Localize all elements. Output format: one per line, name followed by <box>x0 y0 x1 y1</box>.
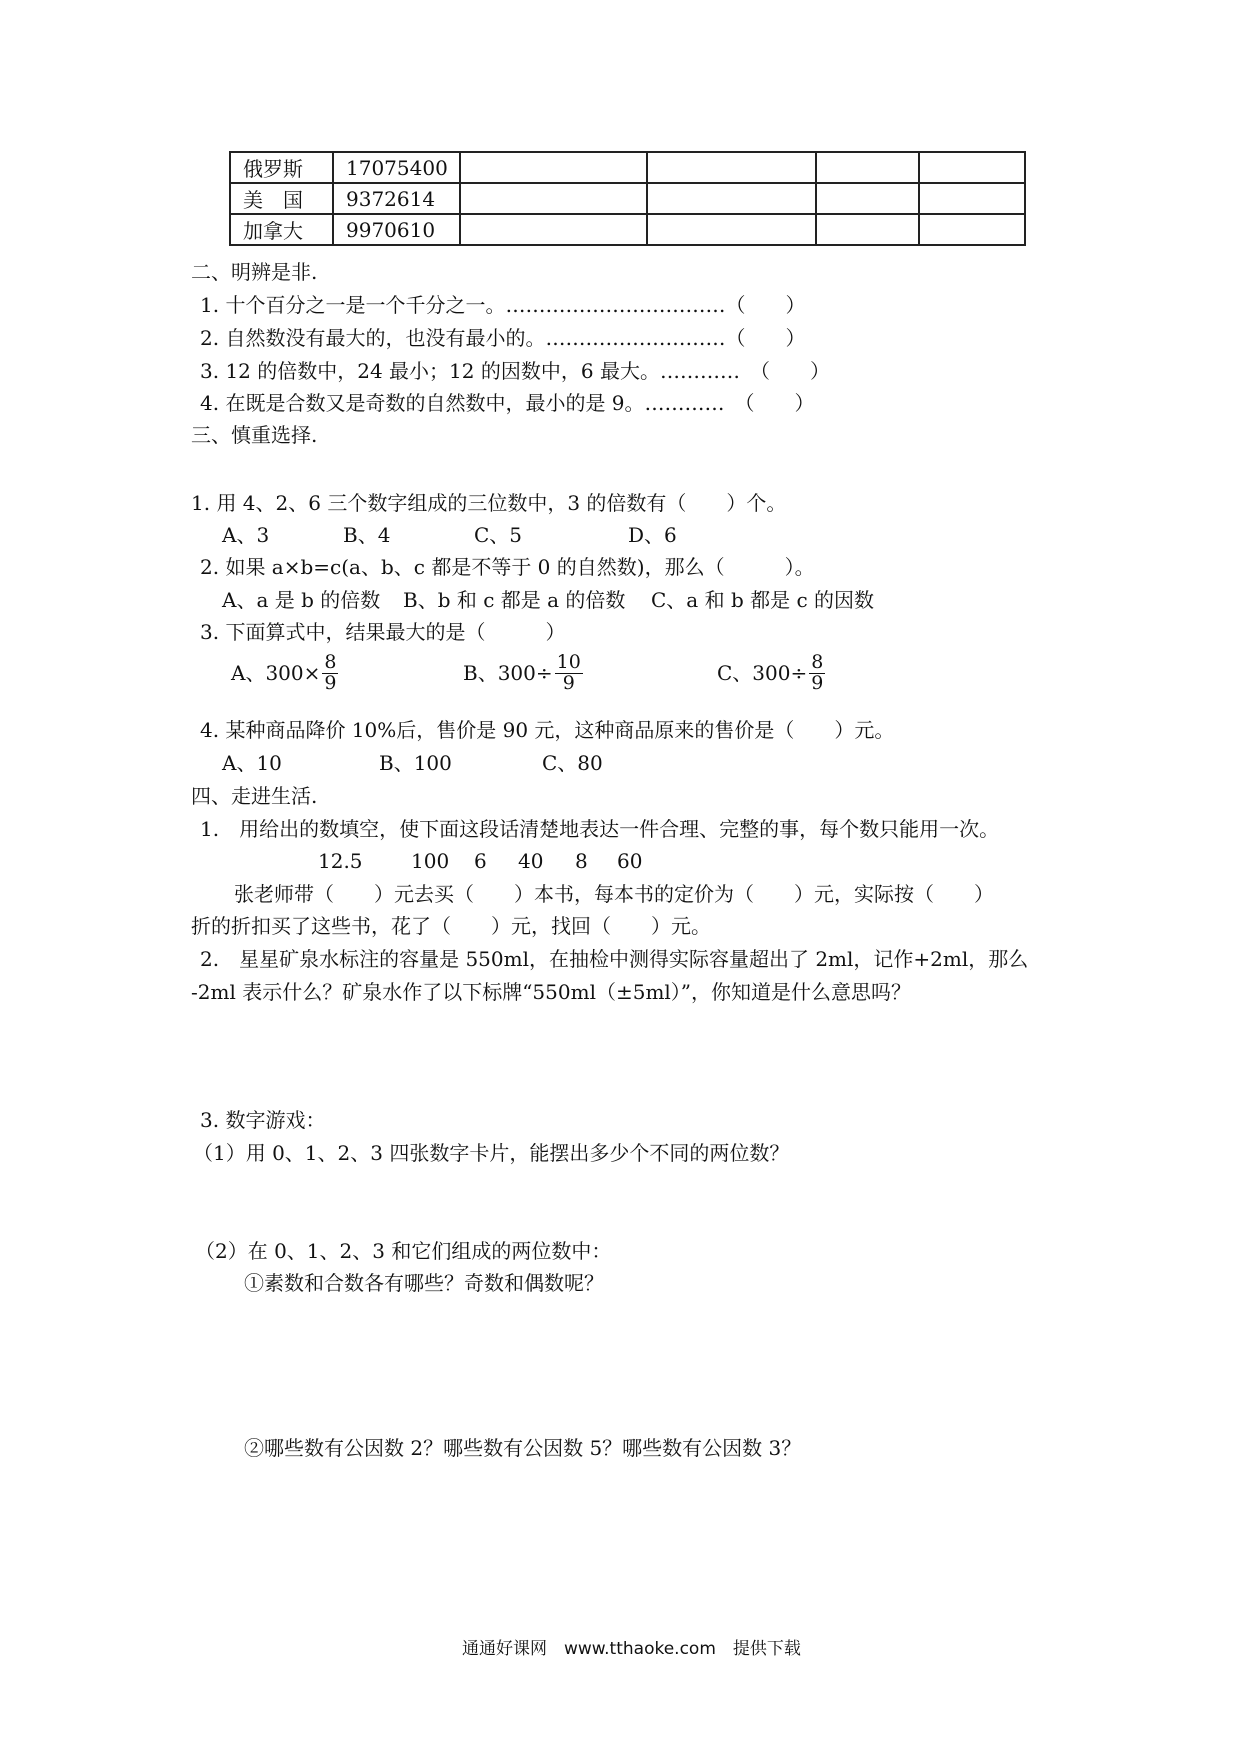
choice-question-1: 1. 用 4、2、6 三个数字组成的三位数中，3 的倍数有（ ）个。 <box>191 491 787 515</box>
q2-option-a: A、a 是 b 的倍数 <box>222 588 381 612</box>
fill-blank-line-2: 折的折扣买了这些书，花了（ ）元，找回（ ）元。 <box>191 914 711 938</box>
q3-option-b-label: B、300÷ <box>463 661 553 686</box>
table-row <box>230 183 1025 214</box>
given-number: 6 <box>474 849 487 873</box>
q4-option-a: A、10 <box>222 751 282 775</box>
number-game-q2-part2: ②哪些数有公因数 2？哪些数有公因数 5？哪些数有公因数 3？ <box>244 1436 802 1460</box>
given-number: 12.5 <box>318 849 363 873</box>
judge-item-4: 4. 在既是合数又是奇数的自然数中，最小的是 9。………… （ ） <box>200 391 815 415</box>
given-number: 60 <box>617 849 643 873</box>
section4-title: 四、走进生活. <box>191 784 318 808</box>
judge-item-2: 2. 自然数没有最大的，也没有最小的。………………………（ ） <box>200 326 806 350</box>
q2-option-c: C、a 和 b 都是 c 的因数 <box>651 588 875 612</box>
choice-question-4: 4. 某种商品降价 10%后，售价是 90 元，这种商品原来的售价是（ ）元。 <box>200 718 895 742</box>
q2-option-b: B、b 和 c 都是 a 的倍数 <box>403 588 626 612</box>
number-game-q1: （1）用 0、1、2、3 四张数字卡片，能摆出多少个不同的两位数？ <box>193 1141 790 1165</box>
life-question-2-line-1: 2. 星星矿泉水标注的容量是 550ml，在抽检中测得实际容量超出了 2ml，记作+2ml，那么 <box>200 947 1029 971</box>
given-number: 100 <box>411 849 450 873</box>
number-game-q2-part1: ①素数和合数各有哪些？奇数和偶数呢？ <box>244 1271 604 1295</box>
value-cell: 9970610 <box>333 214 460 245</box>
section3-title: 三、慎重选择. <box>191 423 318 447</box>
life-question-2-line-2: -2ml 表示什么？矿泉水作了以下标牌“550ml（±5ml）”，你知道是什么意思吗？ <box>191 980 912 1004</box>
q1-option-b: B、4 <box>343 523 391 547</box>
choice-question-3: 3. 下面算式中，结果最大的是（ ） <box>200 620 566 644</box>
country-cell: 俄罗斯 <box>230 152 333 183</box>
q4-option-c: C、80 <box>542 751 603 775</box>
area-table <box>229 151 1026 246</box>
value-cell: 17075400 <box>333 152 460 183</box>
judge-item-1: 1. 十个百分之一是一个千分之一。……………………………（ ） <box>200 293 806 317</box>
fraction: $\frac{8}{9}$ <box>811 651 824 694</box>
q1-option-a: A、3 <box>222 523 270 547</box>
value-cell: 9372614 <box>333 183 460 214</box>
q3-option-a <box>231 653 338 694</box>
choice-question-2: 2. 如果 a×b=c(a、b、c 都是不等于 0 的自然数)，那么（ ）。 <box>200 555 815 579</box>
q3-option-a-label: A、300× <box>231 661 321 686</box>
q4-option-b: B、100 <box>379 751 452 775</box>
given-number: 40 <box>518 849 544 873</box>
number-game-title: 3. 数字游戏： <box>200 1108 326 1132</box>
country-cell: 美 国 <box>230 183 333 214</box>
number-game-q2: （2）在 0、1、2、3 和它们组成的两位数中： <box>195 1239 612 1263</box>
fill-blank-line-1: 张老师带（ ）元去买（ ）本书，每本书的定价为（ ）元，实际按（ ） <box>234 882 994 906</box>
given-number: 8 <box>575 849 588 873</box>
footer-text: 通通好课网 www.tthaoke.com 提供下载 <box>462 1639 801 1659</box>
q1-option-d: D、6 <box>628 523 677 547</box>
q3-option-c <box>717 653 825 694</box>
q3-option-b <box>463 653 583 694</box>
section2-title: 二、明辨是非. <box>191 260 318 284</box>
country-cell: 加拿大 <box>230 214 333 245</box>
q1-option-c: C、5 <box>474 523 523 547</box>
life-question-1: 1. 用给出的数填空，使下面这段话清楚地表达一件合理、完整的事，每个数只能用一次。 <box>200 817 1000 841</box>
table-row <box>230 152 1025 183</box>
fraction: $\frac{10}{9}$ <box>556 651 581 694</box>
fraction: $\frac{8}{9}$ <box>324 651 337 694</box>
table-row <box>230 214 1025 245</box>
q3-option-c-label: C、300÷ <box>717 661 808 686</box>
judge-item-3: 3. 12 的倍数中，24 最小；12 的因数中，6 最大。………… （ ） <box>200 359 830 383</box>
